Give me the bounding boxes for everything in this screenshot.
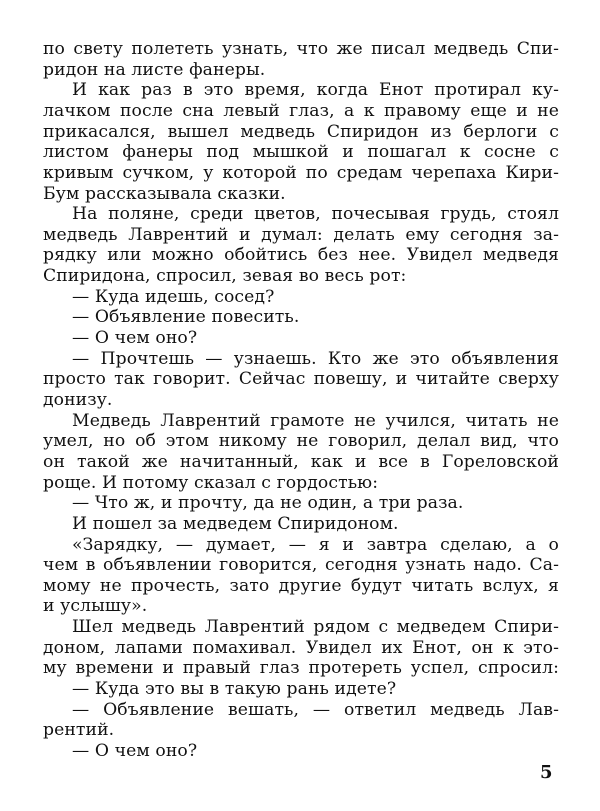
text-line: рядку или можно обойтись без нее. Увидел медведя: [43, 245, 559, 265]
text-line: медведь Лаврентий и думал: делать ему сегодня за-: [43, 225, 559, 245]
text-line: листом фанеры под мышкой и пошагал к сосне с: [43, 142, 559, 162]
text-line: просто так говорит. Сейчас повешу, и читайте сверху: [43, 369, 559, 389]
text-line: И пошел за медведем Спиридоном.: [72, 514, 399, 534]
text-line: и услышу».: [43, 596, 148, 616]
text-line: — Прочтешь — узнаешь. Кто же это объявления: [72, 349, 559, 369]
text-line: ридон на листе фанеры.: [43, 60, 266, 80]
text-line: «Зарядку, — думает, — я и завтра сделаю, а о: [72, 535, 559, 555]
text-line: доном, лапами помахивал. Увидел их Енот, он к это-: [43, 638, 559, 658]
text-line: Медведь Лаврентий грамоте не учился, читать не: [72, 411, 559, 431]
text-line: прикасался, вышел медведь Спиридон из берлоги с: [43, 122, 559, 142]
page-number: 5: [540, 762, 553, 783]
text-line: — Объявление повесить.: [72, 307, 300, 327]
text-line: И как раз в это время, когда Енот протирал ку-: [72, 80, 559, 100]
text-line: Спиридона, спросил, зевая во весь рот:: [43, 266, 407, 286]
text-line: На поляне, среди цветов, почесывая грудь, стоял: [72, 204, 559, 224]
text-line: — Объявление вешать, — ответил медведь Лав-: [72, 700, 559, 720]
text-line: донизу.: [43, 390, 113, 410]
text-line: он такой же начитанный, как и все в Гореловской: [43, 452, 559, 472]
text-line: Бум рассказывала сказки.: [43, 184, 286, 204]
text-line: — Куда идешь, сосед?: [72, 287, 275, 307]
text-line: рентий.: [43, 720, 115, 740]
text-line: кривым сучком, у которой по средам черепаха Кири-: [43, 163, 559, 183]
text-line: му времени и правый глаз протереть успел, спросил:: [43, 658, 559, 678]
text-line: лачком после сна левый глаз, а к правому еще и не: [43, 101, 559, 121]
text-line: умел, но об этом никому не говорил, делал вид, что: [43, 431, 559, 451]
text-line: Шел медведь Лаврентий рядом с медведем Спири-: [72, 617, 559, 637]
text-line: по свету полететь узнать, что же писал медведь Спи-: [43, 39, 559, 59]
text-line: мому не прочесть, зато другие будут читать вслух, я: [43, 576, 559, 596]
text-line: чем в объявлении говорится, сегодня узнать надо. Са-: [43, 555, 559, 575]
text-line: — Что ж, и прочту, да не один, а три раза.: [72, 493, 464, 513]
text-line: — Куда это вы в такую рань идете?: [72, 679, 397, 699]
text-line: — О чем оно?: [72, 328, 198, 348]
text-line: роще. И потому сказал с гордостью:: [43, 473, 379, 493]
text-line: — О чем оно?: [72, 741, 198, 761]
